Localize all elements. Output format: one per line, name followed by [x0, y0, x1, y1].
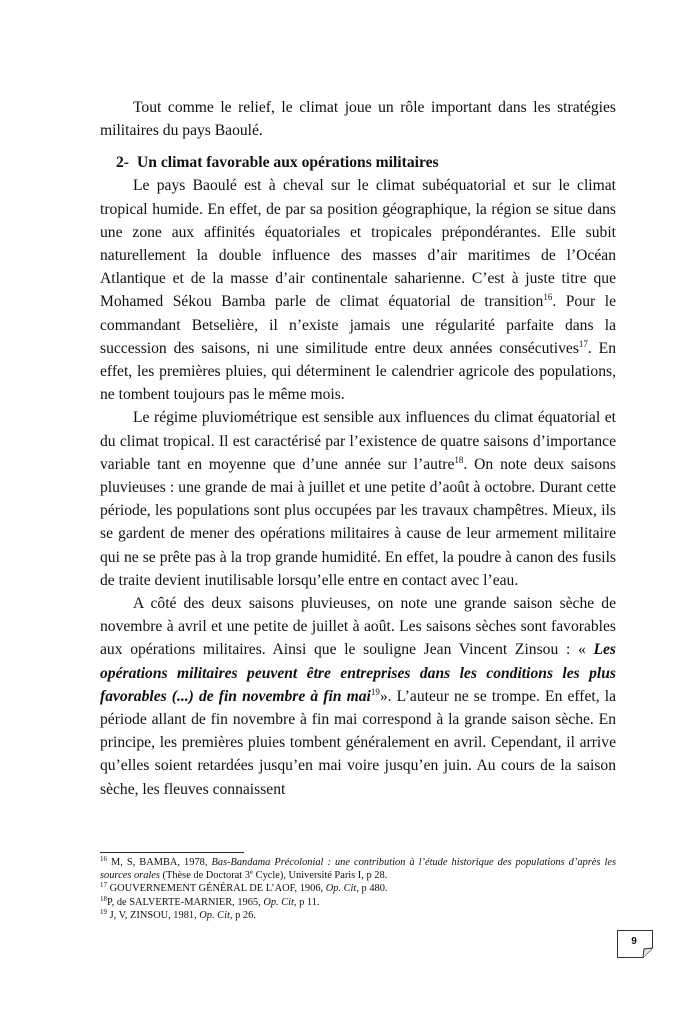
footnote-op-cit: Op. Cit	[199, 909, 230, 921]
footnotes	[100, 856, 616, 922]
page-body	[100, 96, 616, 801]
footnote-text: , p 11.	[293, 896, 320, 908]
footnote-text: , p 480.	[356, 883, 388, 895]
footnote-separator	[100, 852, 244, 853]
p1-text-a: Le pays Baoulé est à cheval sur le climat subéquatorial et sur le climat tropical humide. En effet, de par sa position géographique, la région se situe dans une zone aux affinités équatoriales et tropicales prépondérantes. Elle subit naturellement la double influence des masses d’air maritimes de l’Océan Atlantique et de la masse d’air continentale saharienne. C’est à juste titre que Mohamed Sékou Bamba parle de climat équatorial de transition	[100, 177, 616, 311]
footnote-19	[100, 909, 616, 922]
p3-text-a: A côté des deux saisons pluvieuses, on note une grande saison sèche de novembre à avril et une petite de juillet à août. Les saisons sèches sont favorables aux opérations militaires. Ainsi que le souligne Jean Vincent Zinsou : «	[100, 595, 616, 659]
section-heading	[116, 151, 616, 174]
footnote-work-title: Bas-Bandama Précolonial : une contribution à l’étude historique des populations d’après les sources orales	[100, 857, 616, 882]
footnote-mark: 17	[100, 881, 107, 890]
footnote-17	[100, 882, 616, 895]
p1-text-c: . En effet, les premières pluies, qui déterminent le calendrier agricole des populations, ne tombent toujours pas le même mois.	[100, 339, 616, 404]
footnote-text: (Thèse de Doctorat 3	[159, 870, 250, 882]
p1-text-b: . Pour le commandant Betselière, il n’existe jamais une régularité parfaite dans la succession des saisons, ni une similitude entre deux années consécutives	[100, 293, 616, 357]
paragraph-2	[100, 406, 616, 592]
intro-paragraph: Tout comme le relief, le climat joue un rôle important dans les stratégies militaires du pays Baoulé.	[100, 99, 616, 140]
footnote-mark: 19	[100, 907, 107, 916]
footnote-text: Cycle), Université Paris I, p 28.	[253, 870, 388, 882]
footnote-text: GOUVERNEMENT GÉNÉRAL DE L’AOF, 1906,	[107, 883, 326, 895]
footnote-text: , p 26.	[229, 909, 256, 921]
zinsou-quote: Les opérations militaires peuvent être entreprises dans les conditions les plus favorables (...) de fin novembre à fin mai	[100, 641, 616, 705]
footnote-mark: 16	[100, 855, 107, 863]
footnote-mark: 18	[100, 894, 107, 903]
footnote-text: J, V, ZINSOU, 1981,	[107, 909, 200, 921]
p2-text-b: . On note deux saisons pluvieuses : une grande de mai à juillet et une petite d’août à octobre. Durant cette période, les populations sont plus occupées par les travaux champêtres. Mieux, ils se gardent de mener des opérations militaires à cause de leur armement militaire qui ne se prête pas à la trop grande humidité. En effet, la poudre à canon des fusils de traite devient inutilisable lorsqu’elle entre en contact avec l’eau.	[100, 455, 616, 589]
page-number-box	[617, 930, 653, 958]
footnote-16	[100, 856, 616, 882]
footnote-ref-17: 17	[578, 338, 588, 349]
footnote-op-cit: Op. Cit	[325, 883, 357, 895]
footnote-ref-18: 18	[454, 454, 464, 465]
footnote-op-cit: Op. Cit	[263, 896, 294, 908]
paragraph-3	[100, 592, 616, 801]
p3-text-b: ». L’auteur ne se trompe. En effet, la période allant de fin novembre à fin mai correspond à la grande saison sèche. En principe, les premières pluies tombent généralement en avril. Cependant, il arrive qu’elles soient retardées jusqu’en mai voire jusqu’en juin. Au cours de la saison sèche, les fleuves connaissent	[100, 687, 616, 798]
footnote-18	[100, 896, 616, 909]
footnote-superscript: e	[249, 868, 254, 877]
section-number: 2-	[116, 154, 129, 172]
footnote-ref-19: 19	[370, 686, 380, 697]
footnote-text: P, de SALVERTE-MARNIER, 1965,	[107, 896, 264, 908]
footnote-ref-16: 16	[543, 292, 553, 303]
p2-text-a: Le régime pluviométrique est sensible aux influences du climat équatorial et du climat tropical. Il est caractérisé par l’existence de quatre saisons d’importance variable tant en moyenne que d’une année sur l’autre	[100, 409, 616, 473]
paragraph-1	[100, 174, 616, 406]
footnote-text: M, S, BAMBA, 1978,	[107, 857, 212, 868]
page-number: 9	[631, 936, 637, 947]
section-title: Un climat favorable aux opérations militaires	[137, 154, 439, 172]
